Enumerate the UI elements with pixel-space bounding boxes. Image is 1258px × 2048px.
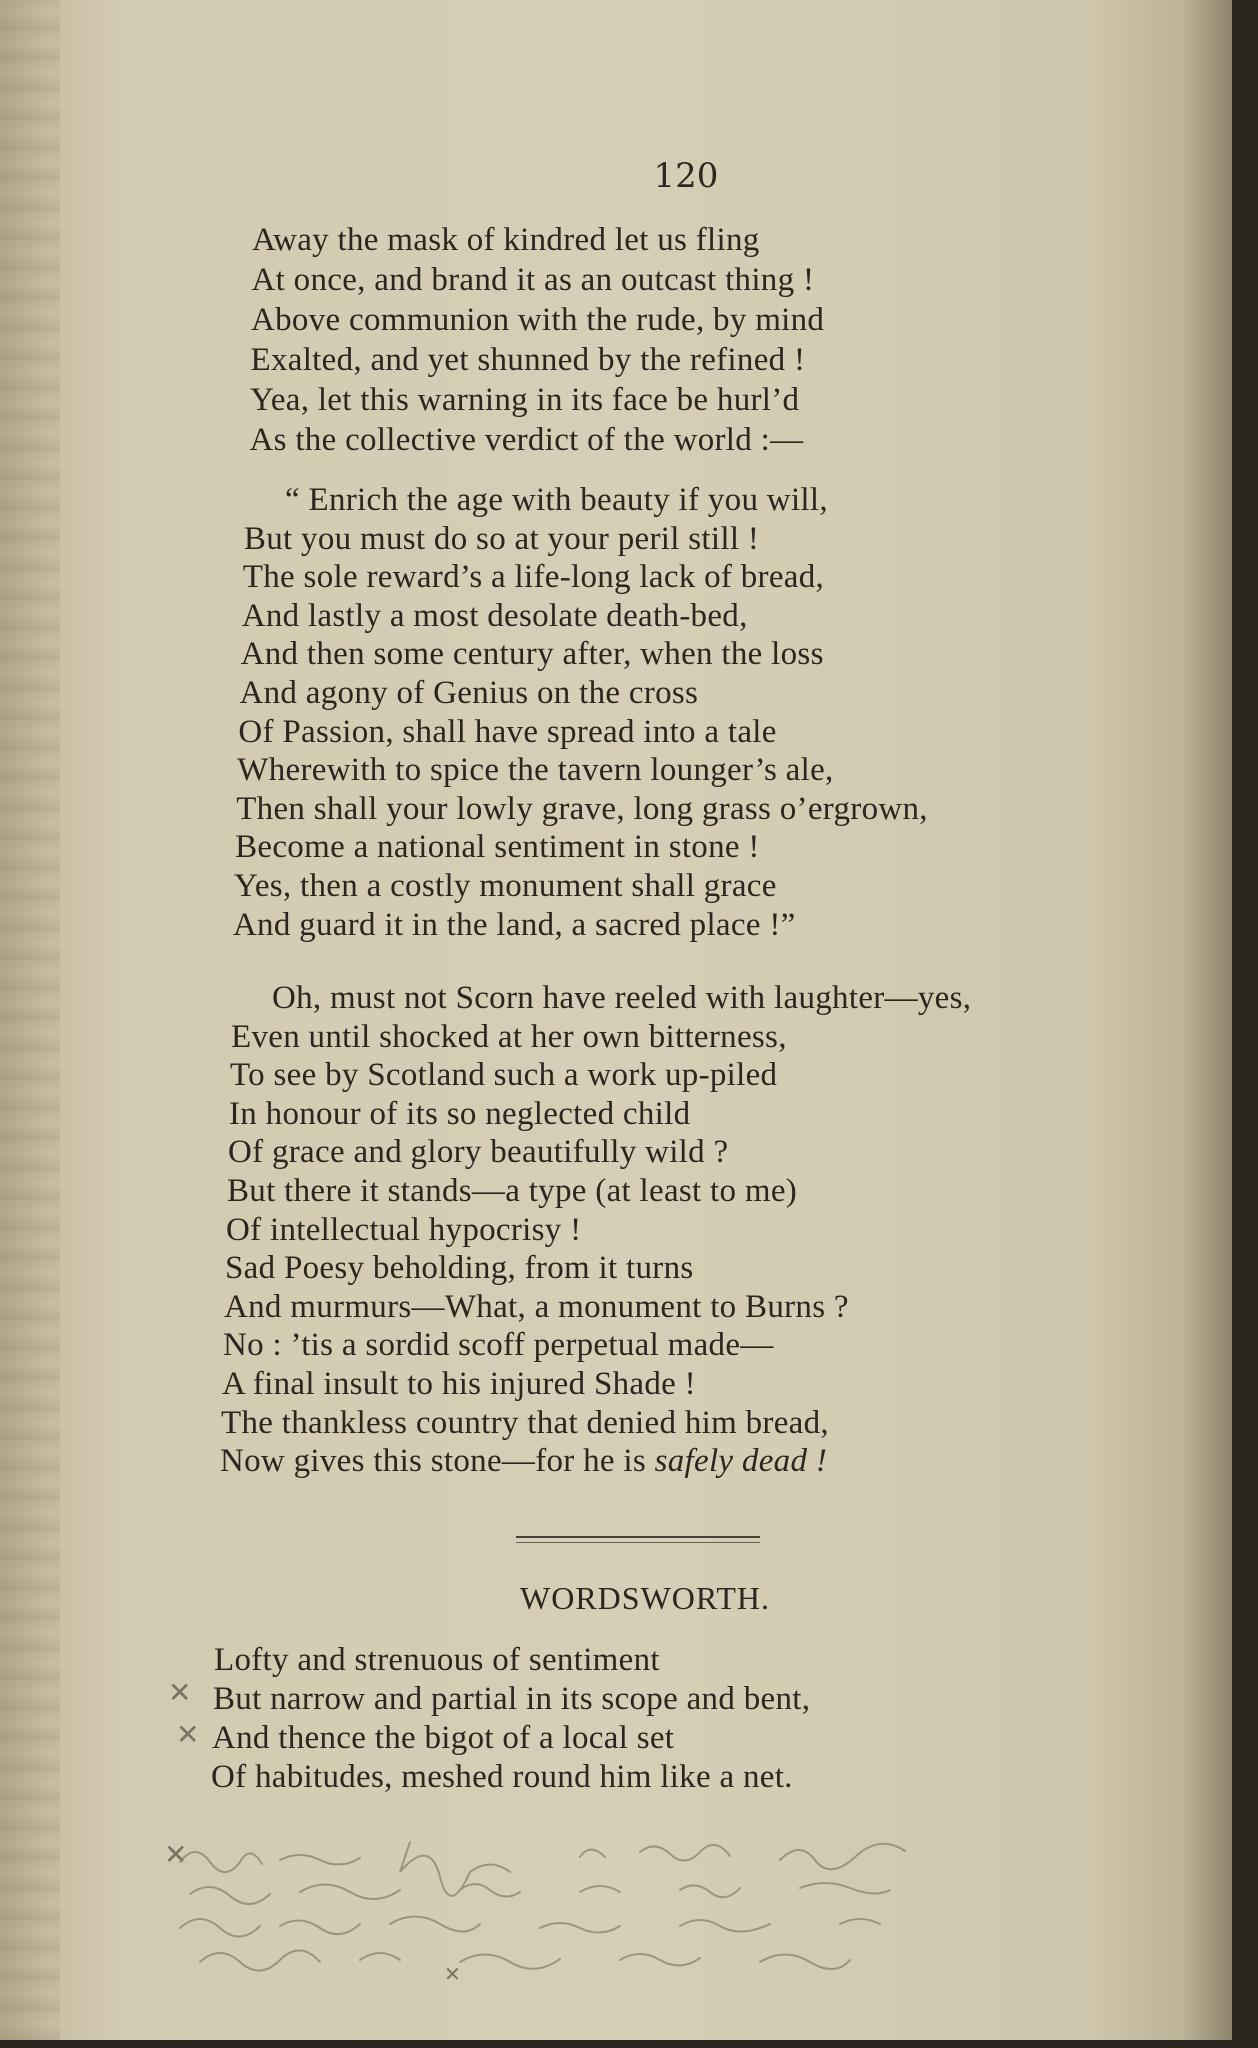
page-number: 120 [653, 156, 719, 196]
poem-line: Then shall your lowly grave, long grass o’ergrown, [236, 790, 928, 827]
poem-line: Away the mask of kindred let us fling [252, 222, 760, 258]
margin-mark-2: ✕ [176, 1718, 200, 1751]
poem-line: “ Enrich the age with beauty if you will, [285, 482, 828, 518]
wordsworth-line: But narrow and partial in its scope and bent, [213, 1681, 811, 1717]
poem-line: To see by Scotland such a work up-piled [230, 1057, 778, 1094]
poem-line: As the collective verdict of the world :— [249, 422, 804, 458]
poem-title: WORDSWORTH. [520, 1580, 770, 1616]
italic-emphasis: safely dead ! [654, 1443, 828, 1480]
poem-line: At once, and brand it as an outcast thing ! [251, 262, 815, 298]
wordsworth-line: Lofty and strenuous of sentiment [214, 1642, 660, 1678]
poem-line: Oh, must not Scorn have reeled with laughter—yes, [272, 980, 972, 1016]
poem-line: Sad Poesy beholding, from it turns [225, 1250, 694, 1287]
poem-line: Exalted, and yet shunned by the refined ! [250, 342, 806, 378]
pencil-annotation-scribble [160, 1832, 1040, 1982]
poem-line: And guard it in the land, a sacred place !” [232, 906, 796, 943]
poem-line: The sole reward’s a life-long lack of bread, [242, 559, 825, 596]
poem-line: And lastly a most desolate death-bed, [241, 597, 748, 634]
poem-line: Wherewith to spice the tavern lounger’s ale, [237, 752, 834, 789]
poem-line: And murmurs—What, a monument to Burns ? [224, 1288, 849, 1325]
margin-mark-4: ✕ [444, 1962, 461, 1986]
poem-line: Become a national sentiment in stone ! [235, 829, 760, 866]
poem-line: Yes, then a costly monument shall grace [234, 868, 777, 904]
margin-mark-3: ✕ [164, 1838, 188, 1871]
poem-line: In honour of its so neglected child [229, 1095, 691, 1132]
poem-line: A final insult to his injured Shade ! [222, 1366, 696, 1402]
poem-line: Of Passion, shall have spread into a tale [238, 713, 777, 750]
poem-line: Above communion with the rude, by mind [251, 302, 825, 338]
poem-line: But there it stands—a type (at least to me) [227, 1173, 798, 1209]
wordsworth-line: And thence the bigot of a local set [212, 1720, 675, 1756]
poem-line: And then some century after, when the loss [240, 636, 824, 673]
margin-mark-1: ✕ [168, 1676, 192, 1709]
poem-line: Now gives this stone—for he is safely dead ! [220, 1443, 828, 1480]
poem-line: But you must do so at your peril still ! [243, 520, 760, 557]
poem-line: Yea, let this warning in its face be hurl’d [250, 382, 800, 418]
poem-line: Of grace and glory beautifully wild ? [228, 1134, 729, 1171]
wordsworth-line: Of habitudes, meshed round him like a net. [211, 1759, 793, 1795]
poem-line: Even until shocked at her own bitterness, [231, 1018, 787, 1055]
poem-line: And agony of Genius on the cross [239, 675, 699, 711]
poem-line: The thankless country that denied him bread, [221, 1404, 829, 1441]
section-divider [516, 1536, 760, 1543]
poem-line: Of intellectual hypocrisy ! [226, 1211, 582, 1248]
poem-line: No : ’tis a sordid scoff perpetual made— [223, 1327, 774, 1364]
